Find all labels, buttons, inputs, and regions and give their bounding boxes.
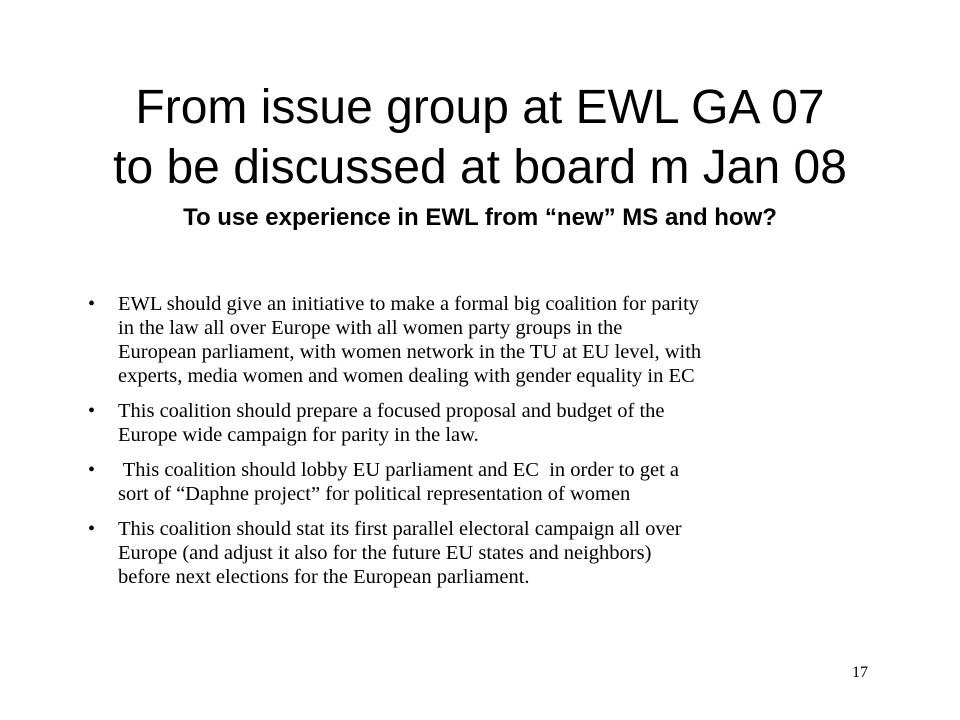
bullet-dot-icon: • (88, 459, 96, 481)
bullet-text-line: This coalition should stat its first parallel electoral campaign all over (118, 518, 682, 540)
bullet-text-line: European parliament, with women network in the TU at EU level, with (118, 341, 702, 363)
slide-title-block (0, 78, 960, 236)
bullet-text-line: EWL should give an initiative to make a formal big coalition for parity (118, 293, 700, 315)
bullet-text-line: in the law all over Europe with all women party groups in the (118, 317, 623, 339)
bullet-text (118, 458, 902, 506)
bullet-text (118, 517, 902, 589)
bullet-dot-icon: • (88, 293, 96, 315)
bullet-text (118, 399, 902, 447)
bullet-text-line: This coalition should lobby EU parliament and EC in order to get a (118, 459, 679, 481)
bullet-item (72, 399, 902, 447)
slide-title-line-1: From issue group at EWL GA 07 (135, 81, 825, 134)
bullet-text-line: sort of “Daphne project” for political representation of women (118, 483, 631, 505)
bullet-text (118, 292, 902, 388)
bullet-text-line: This coalition should prepare a focused proposal and budget of the (118, 400, 665, 422)
bullet-item (72, 458, 902, 506)
bullet-text-line: Europe wide campaign for parity in the law. (118, 424, 479, 446)
bullet-item (72, 292, 902, 388)
bullet-text-line: Europe (and adjust it also for the future EU states and neighbors) (118, 542, 652, 564)
slide-title-line-2: to be discussed at board m Jan 08 (113, 141, 847, 194)
slide-subtitle: To use experience in EWL from “new” MS and how? (183, 204, 777, 231)
bullet-text-line: experts, media women and women dealing with gender equality in EC (118, 365, 695, 387)
bullet-dot-icon: • (88, 518, 96, 540)
bullet-item (72, 517, 902, 589)
bullet-text-line: before next elections for the European parliament. (118, 566, 530, 588)
bullet-dot-icon: • (88, 400, 96, 422)
bullet-list (72, 292, 902, 600)
page-number: 17 (852, 664, 868, 681)
